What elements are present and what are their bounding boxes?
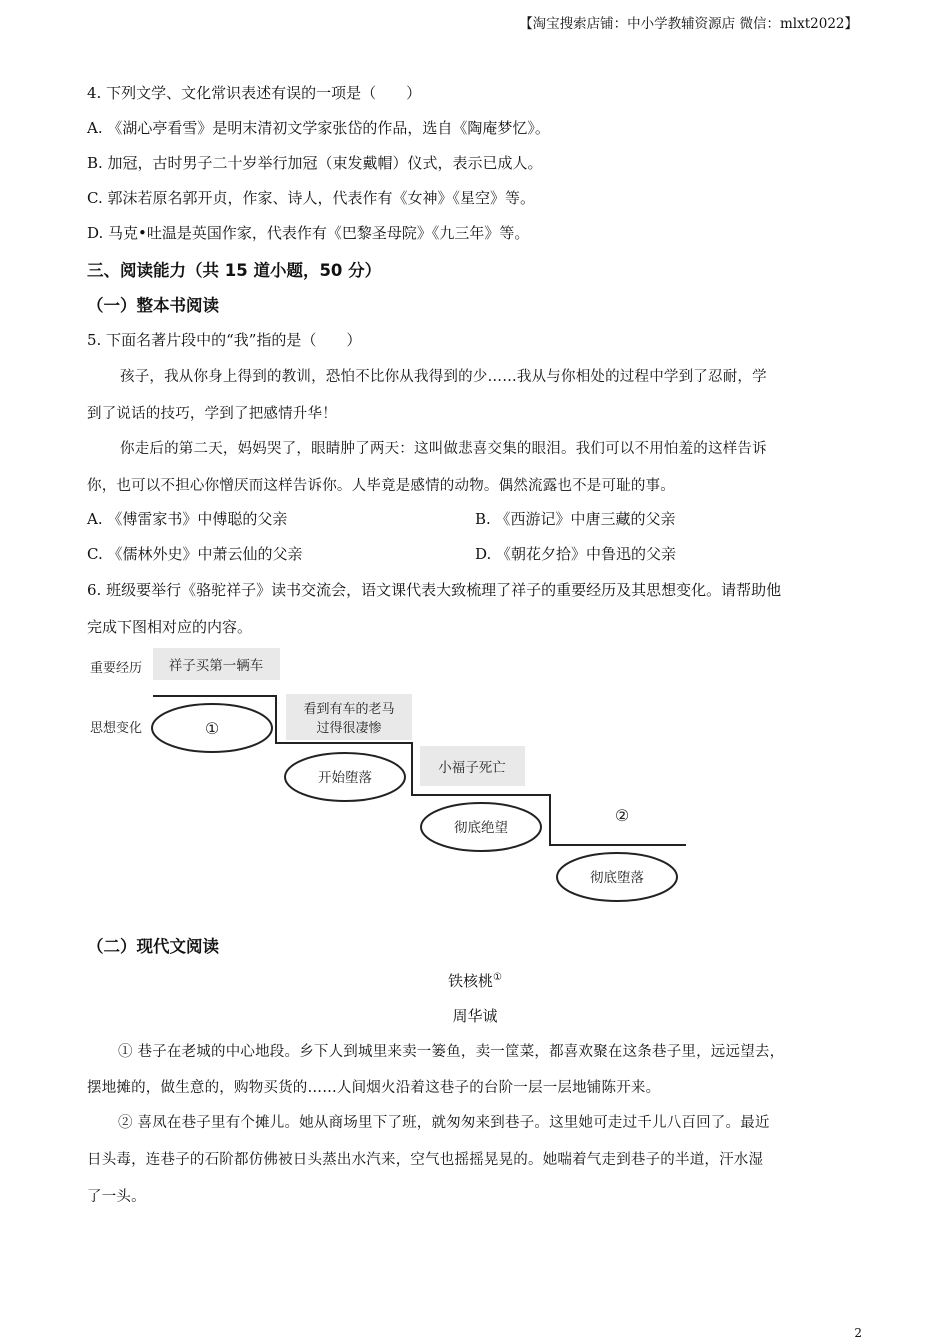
row-label-thoughts: 思想变化 [90, 721, 143, 736]
event4-blank: ② [614, 806, 630, 825]
q4-option-a: A. 《湖心亭看雪》是明末清初文学家张岱的作品，选自《陶庵梦忆》。 [87, 119, 550, 137]
event3-text: 小福子死亡 [438, 760, 506, 776]
header-note: 【淘宝搜索店铺：中小学教辅资源店 微信：mlxt2022】 [519, 16, 858, 32]
q5-passage-line: 你，也可以不担心你憎厌而这样告诉你。人毕竟是感情的动物。偶然流露也不是可耻的事。 [87, 478, 675, 494]
article-paragraph-line: ① 巷子在老城的中心地段。乡下人到城里来卖一篓鱼，卖一筐菜，都喜欢聚在这条巷子里，远远望去， [118, 1044, 785, 1060]
q5-option-b: B. 《西游记》中唐三藏的父亲 [475, 510, 676, 528]
q5-passage-line: 你走后的第二天，妈妈哭了，眼睛肿了两天：这叫做悲喜交集的眼泪。我们可以不用怕羞的这样告诉 [120, 441, 767, 457]
sub1-title: （一）整本书阅读 [87, 296, 219, 315]
q5-option-c: C. 《儒林外史》中萧云仙的父亲 [87, 545, 303, 563]
event1-text: 祥子买第一辆车 [168, 658, 264, 674]
q4-option-b: B. 加冠，古时男子二十岁举行加冠（束发戴帽）仪式，表示已成人。 [87, 154, 543, 172]
article-paragraph-line: 摆地摊的，做生意的，购物买货的……人间烟火沿着这巷子的台阶一层一层地铺陈开来。 [87, 1080, 661, 1096]
q4-stem: 4. 下列文学、文化常识表述有误的一项是（ ） [87, 84, 422, 102]
q6-stem-line1: 6. 班级要举行《骆驼祥子》读书交流会，语文课代表大致梳理了祥子的重要经历及其思想变化。请帮助他 [87, 581, 782, 599]
q5-stem: 5. 下面名著片段中的“我”指的是（ ） [87, 331, 362, 349]
thought3-text: 彻底绝望 [454, 820, 508, 836]
article-paragraph-line: 日头毒，连巷子的石阶都仿佛被日头蒸出水汽来，空气也摇摇晃晃的。她喘着气走到巷子的半道，汗水湿 [87, 1152, 764, 1168]
article-paragraph-line: 了一头。 [87, 1189, 146, 1205]
event2-text-line1: 看到有车的老马 [303, 702, 395, 717]
row-label-events: 重要经历 [90, 661, 143, 676]
page-number: 2 [854, 1326, 862, 1340]
q4-option-c: C. 郭沫若原名郭开贞，作家、诗人，代表作有《女神》《星空》等。 [87, 189, 535, 207]
thought4-text: 彻底堕落 [590, 870, 644, 886]
q5-option-d: D. 《朝花夕拾》中鲁迅的父亲 [475, 545, 677, 563]
section3-title: 三、阅读能力（共 15 道小题，50 分） [87, 261, 382, 280]
thought1-blank: ① [204, 719, 220, 738]
event2-text-line2: 过得很凄惨 [316, 721, 382, 736]
sub2-title: （二）现代文阅读 [87, 937, 219, 956]
q4-option-d: D. 马克•吐温是英国作家，代表作有《巴黎圣母院》《九三年》等。 [87, 224, 530, 242]
q6-stem-line2: 完成下图相对应的内容。 [87, 618, 253, 636]
article-author: 周华诚 [452, 1007, 498, 1025]
thought2-text: 开始堕落 [318, 770, 372, 786]
q5-option-a: A. 《傅雷家书》中傅聪的父亲 [87, 510, 288, 528]
article-title-note: ① [493, 972, 502, 983]
article-paragraph-line: ② 喜凤在巷子里有个摊儿。她从商场里下了班，就匆匆来到巷子。这里她可走过千儿八百回了。最近 [118, 1115, 770, 1131]
q5-passage-line: 到了说话的技巧，学到了把感情升华！ [87, 406, 337, 422]
xiangzi-diagram [0, 640, 950, 910]
article-title-wrap [0, 970, 950, 991]
q5-passage-line: 孩子，我从你身上得到的教训，恐怕不比你从我得到的少……我从与你相处的过程中学到了忍耐，学 [120, 369, 767, 385]
article-title: 铁核桃 [448, 972, 494, 990]
